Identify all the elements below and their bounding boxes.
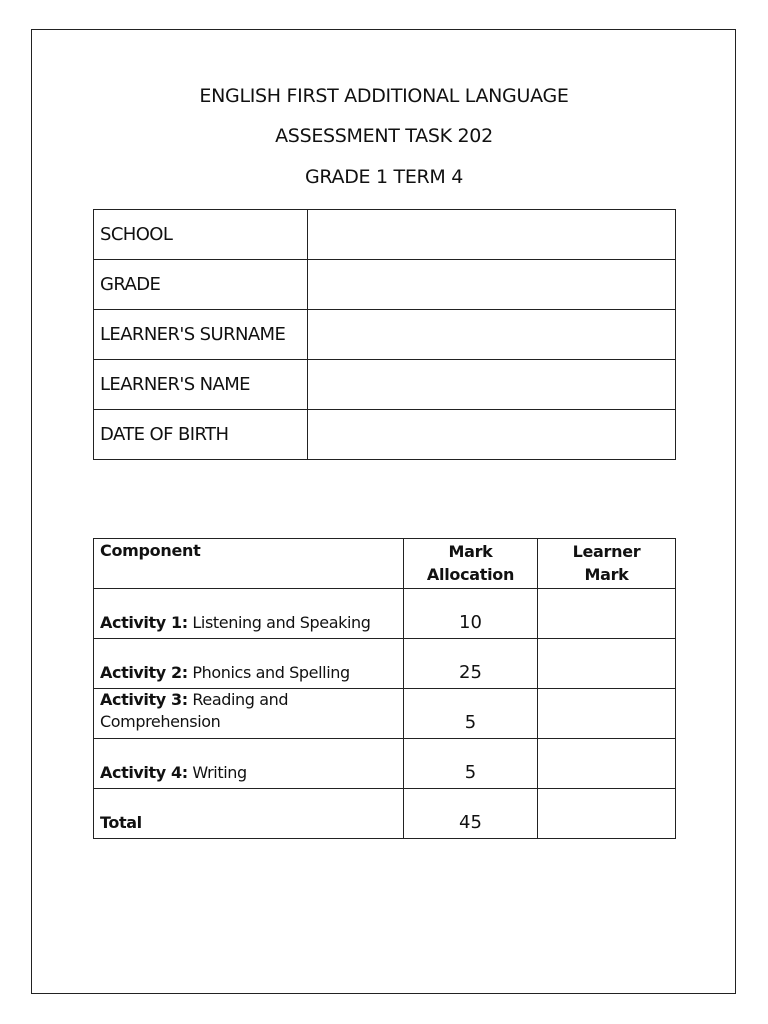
table-row	[94, 360, 676, 410]
total-mark: 45	[404, 789, 538, 839]
activity-3-description-line2: Comprehension	[100, 712, 221, 731]
table-row	[94, 589, 676, 639]
total-row	[94, 789, 676, 839]
assessment-task-title: ASSESSMENT TASK 202	[275, 125, 493, 147]
learner-mark-header-line1: Learner	[572, 542, 641, 561]
activity-4-cell	[94, 739, 404, 789]
total-learner-mark[interactable]	[538, 789, 676, 839]
activity-2-label: Activity 2:	[100, 663, 188, 682]
name-field[interactable]	[308, 360, 676, 410]
mark-allocation-header-line1: Mark	[448, 542, 493, 561]
marks-table	[93, 538, 676, 839]
activity-1-learner-mark[interactable]	[538, 589, 676, 639]
activity-2-mark: 25	[404, 639, 538, 689]
table-header-row	[94, 539, 676, 589]
grade-label: GRADE	[94, 260, 308, 310]
table-row	[94, 260, 676, 310]
activity-4-label: Activity 4:	[100, 763, 188, 782]
activity-3-learner-mark[interactable]	[538, 689, 676, 739]
learner-info-table	[93, 209, 676, 460]
table-row	[94, 639, 676, 689]
activity-3-mark: 5	[404, 689, 538, 739]
table-row	[94, 739, 676, 789]
table-row	[94, 210, 676, 260]
activity-1-mark: 10	[404, 589, 538, 639]
table-row	[94, 310, 676, 360]
activity-3-label: Activity 3:	[100, 690, 188, 709]
total-label: Total	[94, 789, 404, 839]
activity-1-cell	[94, 589, 404, 639]
activity-1-label: Activity 1:	[100, 613, 188, 632]
activity-2-description: Phonics and Spelling	[192, 663, 350, 682]
document-title: ENGLISH FIRST ADDITIONAL LANGUAGE	[199, 85, 569, 107]
activity-1-description: Listening and Speaking	[192, 613, 371, 632]
learner-mark-header	[538, 539, 676, 589]
school-label: SCHOOL	[94, 210, 308, 260]
name-label: LEARNER'S NAME	[94, 360, 308, 410]
mark-allocation-header-line2: Allocation	[426, 565, 515, 584]
activity-4-learner-mark[interactable]	[538, 739, 676, 789]
activity-4-description: Writing	[192, 763, 247, 782]
activity-3-cell	[94, 689, 404, 739]
learner-mark-header-line2: Mark	[584, 565, 629, 584]
table-row	[94, 689, 676, 739]
activity-2-cell	[94, 639, 404, 689]
surname-label: LEARNER'S SURNAME	[94, 310, 308, 360]
activity-4-mark: 5	[404, 739, 538, 789]
grade-field[interactable]	[308, 260, 676, 310]
mark-allocation-header	[404, 539, 538, 589]
date-of-birth-label: DATE OF BIRTH	[94, 410, 308, 460]
grade-term-title: GRADE 1 TERM 4	[304, 166, 464, 188]
school-field[interactable]	[308, 210, 676, 260]
activity-3-description: Reading and	[192, 690, 289, 709]
date-of-birth-field[interactable]	[308, 410, 676, 460]
component-header: Component	[94, 539, 404, 589]
activity-2-learner-mark[interactable]	[538, 639, 676, 689]
table-row	[94, 410, 676, 460]
surname-field[interactable]	[308, 310, 676, 360]
